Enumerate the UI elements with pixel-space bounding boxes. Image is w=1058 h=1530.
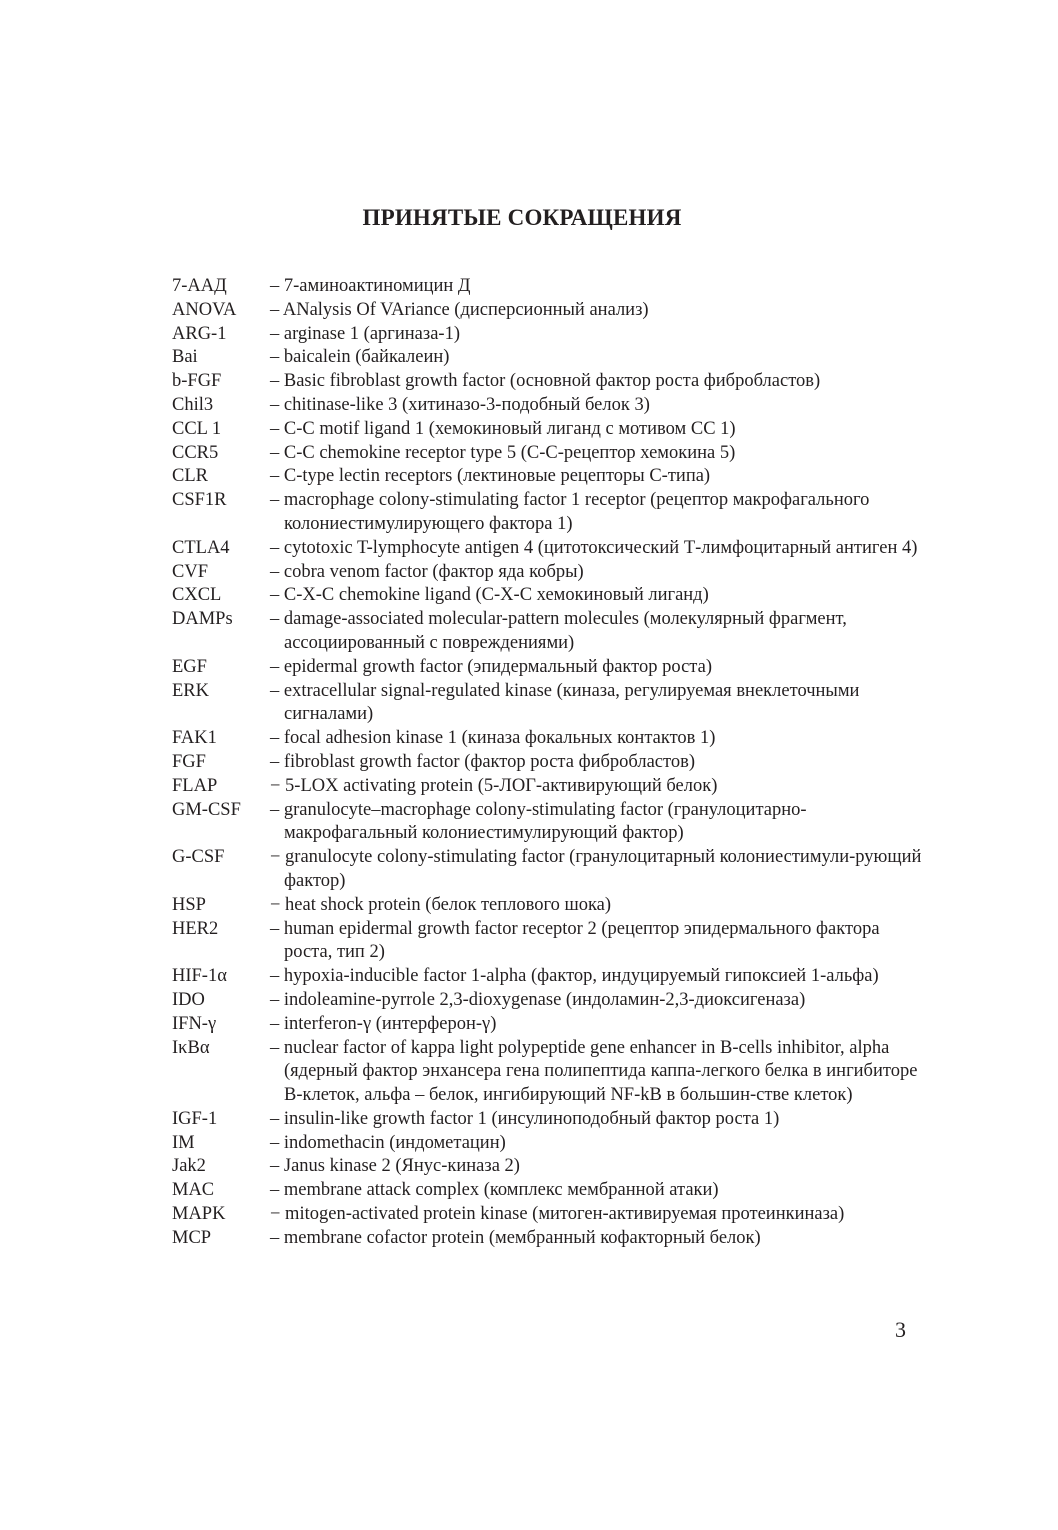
abbreviation-definition: – insulin-like growth factor 1 (инсулиноподобный фактор роста 1) [270, 1108, 780, 1129]
abbreviation-term: CVF [172, 561, 208, 582]
abbreviation-definition: – Basic fibroblast growth factor (основной фактор роста фибробластов) [270, 371, 821, 392]
abbreviation-term: ERK [172, 680, 209, 701]
abbreviation-entry [172, 680, 932, 728]
abbreviation-definition: − granulocyte colony-stimulating factor (гранулоцитарный колониестимули-рующий фактор) [270, 847, 922, 891]
abbreviation-entry [172, 465, 932, 489]
abbreviation-entry [172, 1037, 932, 1108]
abbreviation-definition: − mitogen-activated protein kinase (митоген-активируемая протеинкиназа) [270, 1204, 845, 1225]
abbreviation-definition: – focal adhesion kinase 1 (киназа фокальных контактов 1) [270, 728, 716, 749]
abbreviation-definition: – macrophage colony-stimulating factor 1 receptor (рецептор макрофагального колониестимулирующего фактора 1) [270, 490, 870, 534]
abbreviation-entry [172, 1132, 932, 1156]
abbreviation-definition: – human epidermal growth factor receptor 2 (рецептор эпидермального фактора роста, тип 2) [270, 918, 880, 963]
abbreviation-entry [172, 489, 932, 537]
abbreviation-term: IM [172, 1132, 195, 1153]
abbreviation-definition: − 5-LOX activating protein (5-ЛОГ-активирующий белок) [270, 775, 718, 796]
abbreviation-term: DAMPs [172, 609, 233, 630]
abbreviation-definition: − heat shock protein (белок теплового шока) [270, 894, 612, 915]
abbreviation-entry [172, 894, 932, 918]
abbreviation-term: CXCL [172, 585, 222, 606]
abbreviation-entry [172, 656, 932, 680]
abbreviation-entry [172, 1203, 932, 1227]
abbreviation-entry [172, 775, 932, 799]
abbreviation-entry [172, 918, 932, 966]
abbreviation-definition: – interferon-γ (интерферон-γ) [270, 1013, 497, 1034]
abbreviation-definition: – granulocyte–macrophage colony-stimulating factor (гранулоцитарно-макрофагальный колониестимулирующий фактор) [270, 799, 807, 844]
abbreviation-term: IDO [172, 989, 205, 1010]
abbreviation-entry [172, 608, 932, 656]
abbreviation-definition: – Janus kinase 2 (Янус-киназа 2) [270, 1156, 520, 1177]
abbreviation-entry [172, 1013, 932, 1037]
abbreviation-term: CTLA4 [172, 537, 230, 558]
page-number: 3 [895, 1317, 906, 1342]
abbreviation-definition: – damage-associated molecular-pattern molecules (молекулярный фрагмент, ассоциированный с повреждениями) [270, 609, 847, 653]
abbreviation-entry [172, 1155, 932, 1179]
abbreviation-entry [172, 299, 932, 323]
abbreviation-entry [172, 394, 932, 418]
abbreviation-definition: – membrane cofactor protein (мембранный кофакторный белок) [270, 1227, 761, 1248]
abbreviation-definition: – C-C chemokine receptor type 5 (C-C-рецептор хемокина 5) [270, 442, 736, 463]
abbreviation-definition: – indomethacin (индометацин) [270, 1132, 506, 1153]
abbreviation-definition: – hypoxia-inducible factor 1-alpha (фактор, индуцируемый гипоксией 1-альфа) [270, 966, 879, 987]
abbreviation-definition: – membrane attack complex (комплекс мембранной атаки) [270, 1180, 719, 1201]
abbreviation-entry [172, 965, 932, 989]
abbreviation-entry [172, 846, 932, 894]
abbreviation-entry [172, 1227, 932, 1251]
abbreviation-entry [172, 370, 932, 394]
abbreviation-term: ANOVA [172, 299, 237, 320]
abbreviation-definition: – epidermal growth factor (эпидермальный фактор роста) [270, 656, 712, 677]
abbreviation-entry [172, 1179, 932, 1203]
abbreviation-definition: – cobra venom factor (фактор яда кобры) [270, 561, 584, 582]
abbreviation-entry [172, 799, 932, 847]
abbreviation-term: Chil3 [172, 394, 214, 415]
abbreviation-term: CCR5 [172, 442, 219, 463]
abbreviation-term: IκBα [172, 1037, 210, 1058]
abbreviation-term: ARG-1 [172, 323, 227, 344]
abbreviation-definition: – arginase 1 (аргиназа-1) [270, 323, 460, 344]
abbreviation-entry [172, 418, 932, 442]
abbreviation-definition: – 7-аминоактиномицин Д [270, 276, 471, 296]
abbreviation-definition: – indoleamine-pyrrole 2,3-dioxygenase (индоламин-2,3-диоксигеназа) [270, 989, 806, 1010]
abbreviation-definition: – extracellular signal-regulated kinase (киназа, регулируемая внеклеточными сигналами) [270, 680, 860, 725]
abbreviation-entry [172, 275, 932, 299]
abbreviation-term: G-CSF [172, 847, 225, 868]
abbreviation-term: IFN-γ [172, 1013, 217, 1034]
abbreviation-term: MAPK [172, 1204, 226, 1225]
abbreviation-entry [172, 323, 932, 347]
abbreviation-entry [172, 442, 932, 466]
abbreviation-term: Jak2 [172, 1156, 206, 1177]
abbreviation-term: FLAP [172, 775, 218, 796]
abbreviation-entry [172, 346, 932, 370]
abbreviation-entry [172, 727, 932, 751]
abbreviation-term: CCL 1 [172, 418, 222, 439]
abbreviation-term: MAC [172, 1180, 215, 1201]
abbreviation-term: b-FGF [172, 371, 222, 392]
abbreviation-term: 7-ААД [172, 276, 227, 296]
abbreviation-term: CLR [172, 466, 208, 487]
abbreviation-entry [172, 537, 932, 561]
abbreviation-term: Bai [172, 347, 198, 368]
abbreviation-definition: – nuclear factor of kappa light polypeptide gene enhancer in B-cells inhibitor, alpha (ядерный фактор энхансера гена полипептида каппа-легкого белка в ингибиторе В-клеток, альфа – белок, ингибирующий NF-kB в большин-стве клеток) [270, 1037, 918, 1106]
abbreviation-definition: – baicalein (байкалеин) [270, 347, 450, 368]
abbreviation-definition: – C-X-C chemokine ligand (C-X-C хемокиновый лиганд) [270, 585, 709, 606]
abbreviation-term: MCP [172, 1227, 212, 1248]
abbreviation-entry [172, 989, 932, 1013]
abbreviation-definition: – ANalysis Of VAriance (дисперсионный анализ) [270, 299, 649, 320]
abbreviation-term: FGF [172, 751, 206, 772]
abbreviation-entry [172, 751, 932, 775]
abbreviation-term: CSF1R [172, 490, 227, 511]
abbreviation-term: GM-CSF [172, 799, 241, 820]
abbreviation-definition: – C-type lectin receptors (лектиновые рецепторы С-типа) [270, 466, 711, 487]
abbreviation-term: HIF-1α [172, 966, 227, 987]
abbreviation-term: EGF [172, 656, 207, 677]
abbreviation-definition: – C-C motif ligand 1 (хемокиновый лиганд с мотивом СС 1) [270, 418, 736, 439]
abbreviation-definition: – cytotoxic T-lymphocyte antigen 4 (цитотоксический Т-лимфоцитарный антиген 4) [270, 537, 918, 558]
abbreviation-term: HSP [172, 894, 206, 915]
abbreviation-definition: – fibroblast growth factor (фактор роста фибробластов) [270, 751, 695, 772]
abbreviation-term: IGF-1 [172, 1108, 218, 1129]
abbreviation-entry [172, 584, 932, 608]
abbreviation-term: FAK1 [172, 728, 217, 749]
page-title: ПРИНЯТЫЕ СОКРАЩЕНИЯ [362, 205, 682, 230]
abbreviation-entry [172, 1108, 932, 1132]
abbreviation-list [172, 275, 932, 1251]
abbreviation-entry [172, 561, 932, 585]
abbreviation-definition: – chitinase-like 3 (хитиназо-3-подобный белок 3) [270, 394, 650, 415]
abbreviation-term: HER2 [172, 918, 219, 939]
